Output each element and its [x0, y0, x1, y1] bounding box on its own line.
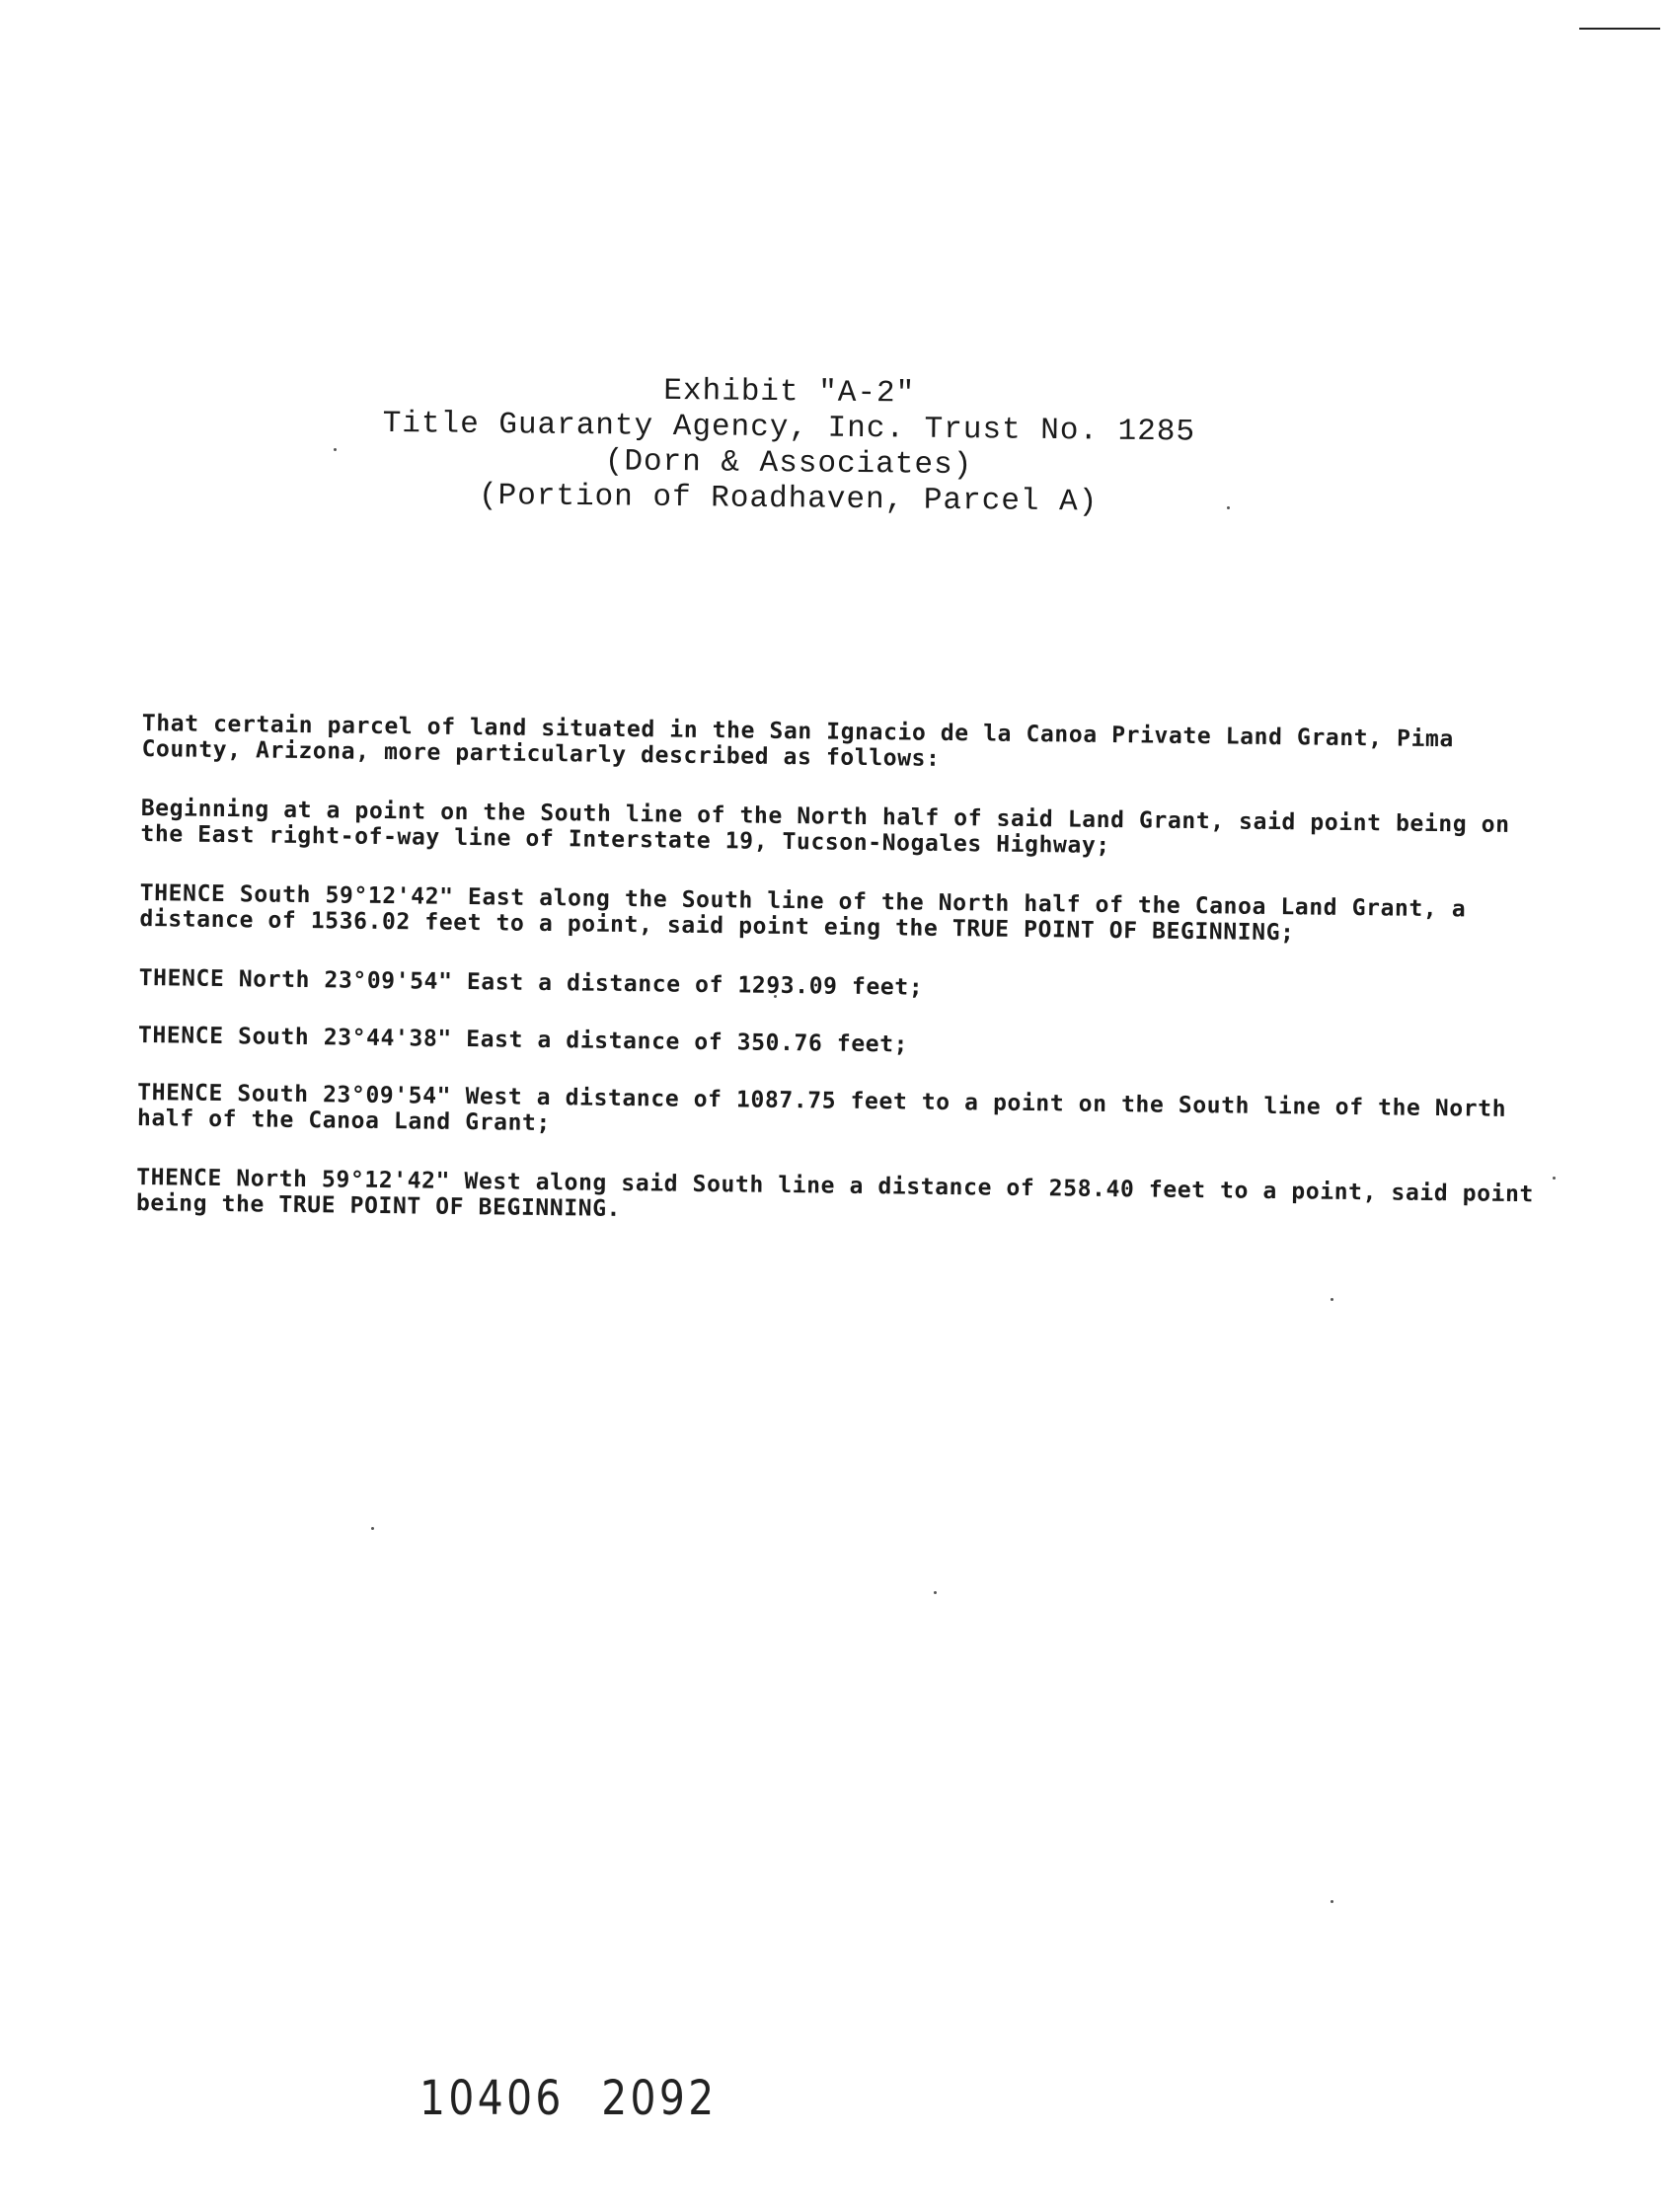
portion-line: (Portion of Roadhaven, Parcel A): [478, 478, 1099, 520]
scan-speck: [1331, 1298, 1333, 1301]
paragraph-thence-5: THENCE North 59°12'42" West along said South line a distance of 258.40 feet to a point, said point being the TRUE POINT OF BEGINNING.: [135, 1164, 1549, 1222]
exhibit-title: Exhibit "A-2": [663, 373, 916, 412]
paragraph-beginning: Beginning at a point on the South line of the North half of said Land Grant, said point being on the East right-of-way line of Interstate 19, Tucson-Nogales Highway;: [140, 795, 1525, 859]
paragraph-thence-3: THENCE South 23°44'38" East a distance of 350.76 feet;: [137, 1022, 909, 1058]
scan-edge-mark: [1579, 28, 1660, 30]
trust-line: Title Guaranty Agency, Inc. Trust No. 1285: [382, 406, 1196, 450]
paragraph-thence-4: THENCE South 23°09'54" West a distance of 1087.75 feet to a point on the South line of the North half of the Canoa Land Grant;: [136, 1079, 1521, 1137]
scan-speck: [934, 1591, 937, 1594]
scan-speck: [371, 1527, 374, 1530]
paragraph-parcel-intro: That certain parcel of land situated in the San Ignacio de la Canoa Private Land Grant, Pima County, Arizona, more particularly described as follows:: [141, 711, 1469, 772]
document-header: [294, 370, 1282, 522]
book-page-stamp: [419, 2071, 718, 2126]
paragraph-thence-2: THENCE North 23°09'54" East a distance of 1293.09 feet;: [138, 964, 924, 1001]
page-number: 2092: [601, 2071, 718, 2126]
associates-line: (Dorn & Associates): [604, 444, 973, 484]
book-number: 10406: [419, 2071, 565, 2126]
scan-speck: [1331, 1900, 1333, 1903]
scan-speck: [1553, 1177, 1556, 1180]
legal-description: [135, 711, 1549, 1266]
paragraph-thence-1: THENCE South 59°12'42" East along the South line of the North half of the Canoa Land Grant, a distance of 1536.02 feet to a point, said point eing the TRUE POINT OF BEGINNING;: [139, 879, 1481, 947]
